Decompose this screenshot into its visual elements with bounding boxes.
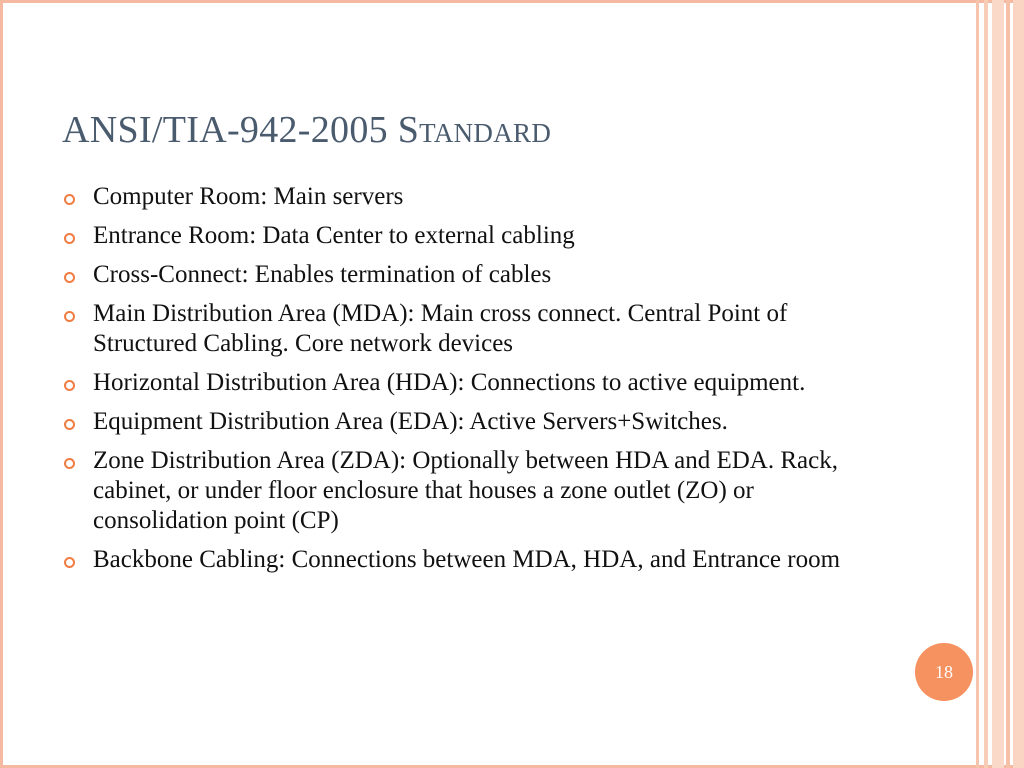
list-item-text: Computer Room: Main servers xyxy=(93,183,404,210)
list-item xyxy=(64,446,894,536)
list-item xyxy=(64,545,894,575)
list-item xyxy=(64,221,894,251)
decorative-stripe xyxy=(984,0,988,768)
frame-border-top xyxy=(0,0,1024,3)
bullet-icon xyxy=(64,272,75,283)
bullet-icon xyxy=(64,233,75,244)
list-item xyxy=(64,260,894,290)
bullet-icon xyxy=(64,458,75,469)
decorative-stripe xyxy=(1006,0,1010,768)
frame-border-left xyxy=(0,0,3,768)
decorative-stripe xyxy=(992,0,1004,768)
list-item xyxy=(64,299,894,359)
bullet-icon xyxy=(64,380,75,391)
list-item-text: Backbone Cabling: Connections between MDA, HDA, and Entrance room xyxy=(93,546,841,573)
list-item-text: Main Distribution Area (MDA): Main cross connect. Central Point of Structured Cabling. Core network devices xyxy=(93,300,788,357)
bullet-list xyxy=(64,182,894,584)
list-item-text: Horizontal Distribution Area (HDA): Connections to active equipment. xyxy=(93,369,806,396)
page-number: 18 xyxy=(935,661,953,682)
slide-title-smallcaps: Standard xyxy=(397,109,552,151)
list-item xyxy=(64,182,894,212)
list-item xyxy=(64,368,894,398)
slide-title-main: ANSI/TIA-942-2005 xyxy=(62,109,398,151)
list-item-text: Equipment Distribution Area (EDA): Active Servers+Switches. xyxy=(93,408,728,435)
decorative-stripe xyxy=(1013,0,1024,768)
list-item-text: Entrance Room: Data Center to external cabling xyxy=(93,222,575,249)
slide-title xyxy=(62,108,551,152)
bullet-icon xyxy=(64,557,75,568)
page-number-badge xyxy=(915,643,973,701)
decorative-stripe xyxy=(976,0,979,768)
list-item-text: Cross-Connect: Enables termination of cables xyxy=(93,261,552,288)
bullet-icon xyxy=(64,419,75,430)
bullet-icon xyxy=(64,311,75,322)
list-item-text: Zone Distribution Area (ZDA): Optionally between HDA and EDA. Rack, cabinet, or under floor enclosure that houses a zone outlet (ZO) or consolidation point (CP) xyxy=(93,447,838,534)
bullet-icon xyxy=(64,194,75,205)
list-item xyxy=(64,407,894,437)
